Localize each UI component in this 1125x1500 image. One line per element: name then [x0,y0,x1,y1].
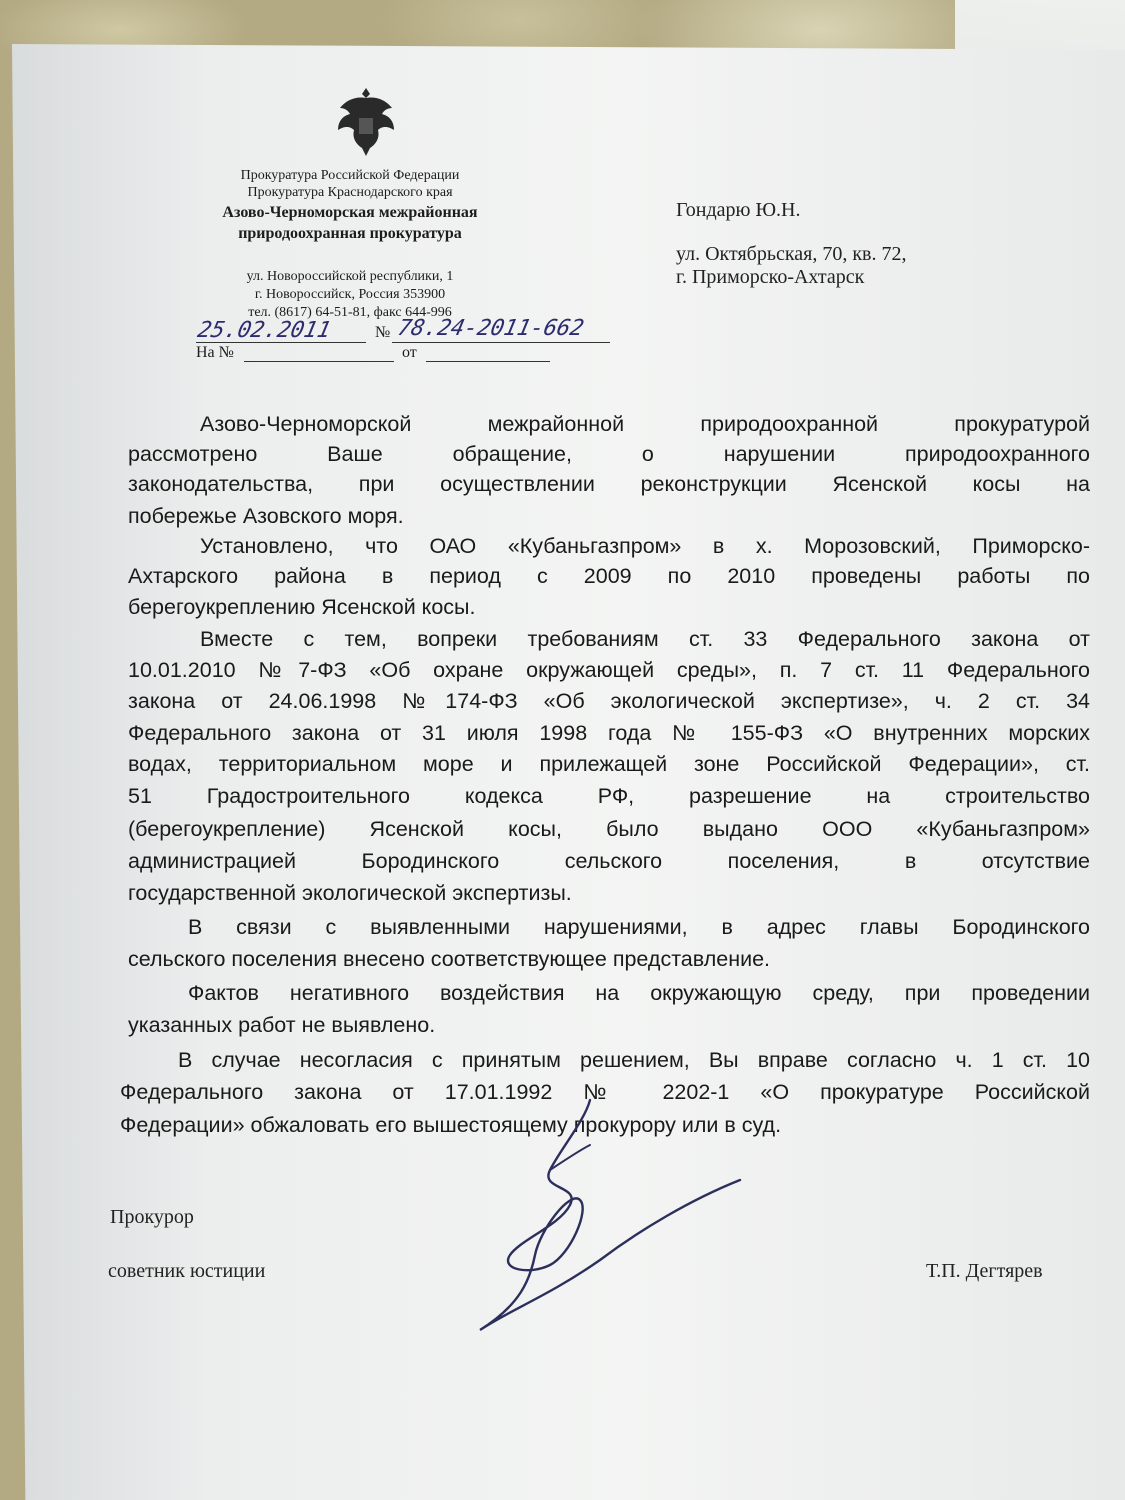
recipient-name: Гондарю Ю.Н. [676,199,801,221]
body-line: законодательства, при осуществлении реконструкции Ясенской косы на [128,472,1090,496]
recipient-city: г. Приморско-Ахтарск [676,266,865,288]
letterhead-org-name-1: Азово-Черноморская межрайонная [222,204,478,221]
handwritten-date: 25.02.2011 [195,318,334,343]
body-line: государственной экологической экспертизы. [128,881,572,905]
date-underline [196,342,366,343]
body-line: Азово-Черноморской межрайонной природоохранной прокуратурой [200,412,1090,436]
number-underline [392,342,610,343]
body-line: (берегоукрепление) Ясенской косы, было выдано ООО «Кубаньгазпром» [128,817,1090,841]
signatory-name: Т.П. Дегтярев [926,1260,1043,1282]
body-line: побережье Азовского моря. [128,504,404,528]
recipient-street: ул. Октябрьская, 70, кв. 72, [676,243,907,265]
letterhead-org-name-2: природоохранная прокуратура [238,225,462,242]
body-line: В случае несогласия с принятым решением, Вы вправе согласно ч. 1 ст. 10 [178,1048,1090,1072]
body-line: закона от 24.06.1998 №174-ФЗ «Об экологической экспертизе», ч. 2 ст. 34 [128,689,1090,713]
body-line: Ахтарского района в период с 2009 по 2010 проведены работы по [128,564,1090,588]
body-line: Установлено, что ОАО «Кубаньгазпром» в х. Морозовский, Приморско- [200,534,1090,558]
body-line: Федерации» обжаловать его вышестоящему прокурору или в суд. [120,1113,782,1137]
body-line: рассмотрено Ваше обращение, о нарушении природоохранного [128,442,1090,466]
body-line: Федерального закона от 17.01.1992 № 2202-1 «О прокуратуре Российской [120,1080,1090,1104]
letterhead-street: ул. Новороссийской республики, 1 [246,269,454,284]
body-line: Федерального закона от 31 июля 1998 года № 155-ФЗ «О внутренних морских [128,721,1090,745]
body-line: В связи с выявленными нарушениями, в адрес главы Бородинского [188,915,1090,939]
reference-label: На № [196,344,234,361]
body-line: администрацией Бородинского сельского поселения, в отсутствие [128,849,1090,873]
handwritten-signature [440,1090,760,1350]
body-line: 10.01.2010 №7-ФЗ «Об охране окружающей среды», п. 7 ст. 11 Федерального [128,658,1090,682]
body-line: сельского поселения внесено соответствующее представление. [128,947,771,971]
letterhead-line-1: Прокуратура Российской Федерации [240,168,460,183]
body-line: водах, территориальном море и прилежащей зоне Российской Федерации», ст. [128,752,1090,776]
letterhead-line-2: Прокуратура Краснодарского края [247,185,453,200]
letterhead-phone: тел. (8617) 64-51-81, факс 644-996 [248,305,452,320]
reference-from-label: от [402,344,417,361]
body-line: берегоукреплению Ясенской косы. [128,595,476,619]
signatory-title: Прокурор [110,1206,194,1228]
body-line: указанных работ не выявлено. [128,1013,436,1037]
reference-from-underline [426,361,550,362]
body-line: Вместе с тем, вопреки требованиям ст. 33 Федерального закона от [200,627,1090,651]
coat-of-arms-emblem [330,84,402,160]
number-label: № [375,324,391,341]
signatory-rank: советник юстиции [108,1260,266,1282]
body-line: Фактов негативного воздействия на окружающую среду, при проведении [188,981,1090,1005]
handwritten-number: 78.24-2011-662 [395,316,587,341]
body-line: 51 Градостроительного кодекса РФ, разрешение на строительство [128,784,1090,808]
letterhead-city: г. Новороссийск, Россия 353900 [254,287,446,302]
reference-underline [244,361,394,362]
